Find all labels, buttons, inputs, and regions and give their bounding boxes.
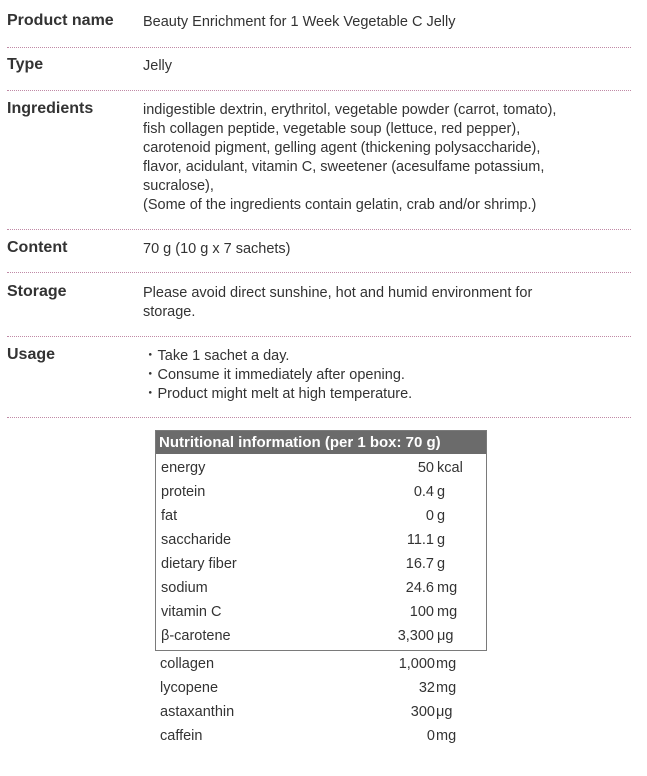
nutrient-value: 0: [426, 728, 435, 744]
nutrient-name: protein: [161, 484, 206, 500]
nutrient-name: caffein: [160, 728, 203, 744]
nutrient-unit: mg: [436, 680, 457, 696]
additional-ingredients: [155, 652, 487, 748]
nutrition-rows: [156, 454, 486, 650]
nutrient-value: 3,300: [397, 628, 434, 644]
nutrient-name: vitamin C: [161, 604, 222, 620]
nutrition-row-saccharide: [156, 528, 486, 552]
nutrient-value: 0: [425, 508, 434, 524]
spec-line: Please avoid direct sunshine, hot and humid environment for: [143, 285, 533, 301]
spec-line: Jelly: [143, 58, 173, 74]
spec-value: [143, 57, 623, 76]
spec-line: ・Product might melt at high temperature.: [143, 386, 413, 402]
nutrient-unit: μg: [436, 704, 453, 720]
nutrition-row-beta-carotene: [156, 624, 486, 648]
nutrient-value: 16.7: [405, 556, 434, 572]
nutrient-unit: mg: [436, 656, 457, 672]
nutrient-name: collagen: [160, 656, 215, 672]
spec-label: Storage: [7, 283, 67, 300]
spec-value: [143, 240, 623, 259]
nutrient-name: lycopene: [160, 680, 219, 696]
spec-row-product-name: [7, 12, 631, 48]
nutrient-value: 100: [409, 604, 434, 620]
spec-line: indigestible dextrin, erythritol, vegetable powder (carrot, tomato),: [143, 102, 557, 118]
spec-label: Product name: [7, 12, 114, 29]
nutrient-value: 50: [417, 460, 434, 476]
nutrient-value: 24.6: [405, 580, 434, 596]
nutrient-name: fat: [161, 508, 178, 524]
nutrition-row-fat: [156, 504, 486, 528]
nutrition-box: [155, 430, 487, 651]
nutrient-unit: mg: [437, 580, 458, 596]
nutrient-value: 11.1: [406, 532, 434, 548]
nutrient-unit: g: [437, 556, 446, 572]
nutrient-name: saccharide: [161, 532, 232, 548]
nutrient-unit: mg: [437, 604, 458, 620]
spec-line: ・Consume it immediately after opening.: [143, 367, 405, 383]
nutrient-value: 1,000: [398, 656, 435, 672]
spec-value: [143, 101, 623, 215]
spec-row-storage: [7, 283, 631, 337]
nutrient-name: dietary fiber: [161, 556, 237, 572]
nutrient-unit: g: [437, 532, 446, 548]
spec-line: flavor, acidulant, vitamin C, sweetener (acesulfame potassium,: [143, 159, 545, 175]
spec-value: [143, 284, 623, 322]
spec-line: sucralose),: [143, 178, 214, 194]
nutrient-unit: g: [437, 484, 446, 500]
spec-row-type: [7, 56, 631, 91]
spec-label: Type: [7, 56, 44, 73]
nutrient-value: 0.4: [413, 484, 434, 500]
spec-row-usage: [7, 346, 631, 418]
spec-line: (Some of the ingredients contain gelatin, crab and/or shrimp.): [143, 197, 537, 213]
nutrient-name: energy: [161, 460, 206, 476]
nutrition-title: Nutritional information (per 1 box: 70 g): [156, 431, 486, 454]
spec-line: Beauty Enrichment for 1 Week Vegetable C Jelly: [143, 14, 456, 30]
nutrition-row-dietary-fiber: [156, 552, 486, 576]
nutrition-table: [155, 430, 487, 748]
nutrition-row-energy: [156, 456, 486, 480]
spec-label: Ingredients: [7, 100, 94, 117]
nutrient-unit: mg: [436, 728, 457, 744]
spec-line: fish collagen peptide, vegetable soup (lettuce, red pepper),: [143, 121, 521, 137]
nutrition-row-caffein: [155, 724, 487, 748]
nutrition-row-sodium: [156, 576, 486, 600]
nutrition-row-protein: [156, 480, 486, 504]
spec-line: 70 g (10 g x 7 sachets): [143, 241, 291, 257]
spec-label: Content: [7, 239, 68, 256]
nutrient-value: 300: [410, 704, 435, 720]
nutrition-row-vitamin-c: [156, 600, 486, 624]
spec-label: Usage: [7, 346, 56, 363]
nutrient-unit: μg: [437, 628, 454, 644]
spec-row-content: [7, 239, 631, 273]
spec-value: [143, 347, 623, 404]
nutrition-row-collagen: [155, 652, 487, 676]
spec-value: [143, 13, 623, 32]
spec-line: ・Take 1 sachet a day.: [143, 348, 290, 364]
spec-line: carotenoid pigment, gelling agent (thickening polysaccharide),: [143, 140, 541, 156]
spec-row-ingredients: [7, 100, 631, 230]
nutrition-row-astaxanthin: [155, 700, 487, 724]
nutrient-unit: g: [437, 508, 446, 524]
nutrient-name: astaxanthin: [160, 704, 235, 720]
nutrition-row-lycopene: [155, 676, 487, 700]
nutrient-unit: kcal: [437, 460, 463, 476]
nutrient-name: sodium: [161, 580, 208, 596]
nutrient-value: 32: [418, 680, 435, 696]
nutrient-name: β-carotene: [161, 628, 231, 644]
spec-line: storage.: [143, 304, 196, 320]
